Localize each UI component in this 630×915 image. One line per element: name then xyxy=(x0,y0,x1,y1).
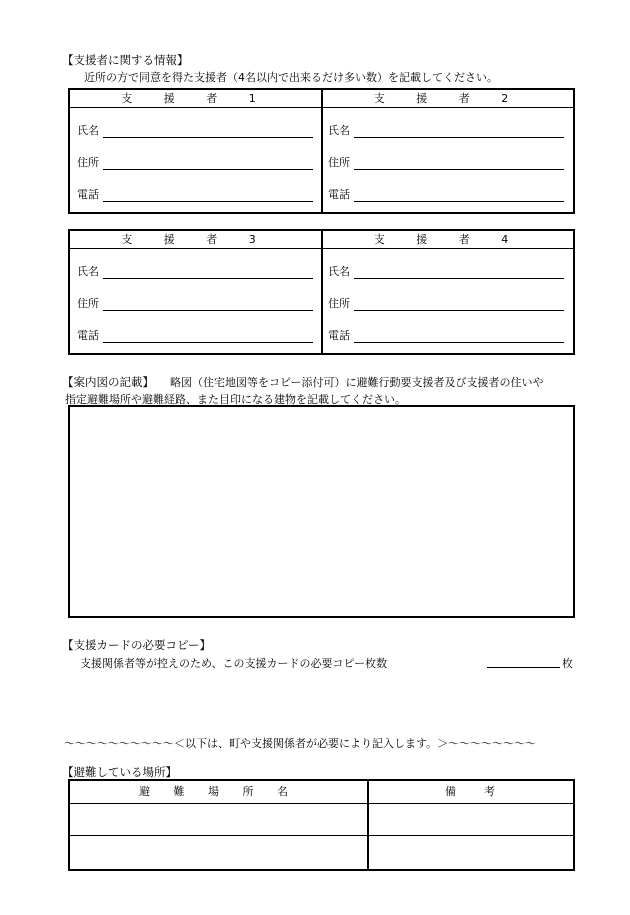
supporter-2-phone-field[interactable] xyxy=(328,188,564,204)
phone-label: 電話 xyxy=(77,329,99,342)
supporter-table-bottom xyxy=(68,229,575,355)
phone-label: 電話 xyxy=(328,188,350,201)
name-label: 氏名 xyxy=(77,265,99,278)
place-name-cell-1[interactable] xyxy=(70,804,367,835)
supporter-2-name-field[interactable] xyxy=(328,124,564,140)
copy-count-field[interactable] xyxy=(487,667,560,668)
supporter-instruction: 近所の方で同意を得た支援者（4名以内で出来るだけ多い数）を記載してください。 xyxy=(84,71,498,84)
notes-cell-1[interactable] xyxy=(369,804,573,835)
evacuation-section-heading: 【避難している場所】 xyxy=(62,765,177,779)
supporter-1-title: 支 援 者 1 xyxy=(121,92,270,105)
supporter-1-name-field[interactable] xyxy=(77,124,313,140)
column-divider xyxy=(321,231,323,353)
address-label: 住所 xyxy=(77,297,99,310)
name-label: 氏名 xyxy=(328,265,350,278)
supporter-3-address-field[interactable] xyxy=(77,297,313,313)
supporter-4-title: 支 援 者 4 xyxy=(373,233,523,246)
supporter-4-address-field[interactable] xyxy=(328,297,564,313)
name-label: 氏名 xyxy=(328,124,350,137)
supporter-2-address-field[interactable] xyxy=(328,156,564,172)
staff-only-divider: ～～～～～～～～～～＜以下は、町や支援関係者が必要により記入します。＞～～～～～～～～ xyxy=(64,737,537,750)
evacuation-table xyxy=(68,779,575,871)
address-label: 住所 xyxy=(77,156,99,169)
map-instruction-line1: 略図（住宅地図等をコピー添付可）に避難行動要支援者及び支援者の住いや xyxy=(170,376,544,389)
phone-label: 電話 xyxy=(77,188,99,201)
map-drawing-area[interactable] xyxy=(68,405,575,618)
map-section-heading: 【案内図の記載】 xyxy=(62,375,154,389)
phone-label: 電話 xyxy=(328,329,350,342)
supporter-2-title: 支 援 者 2 xyxy=(373,92,523,105)
copy-unit-label: 枚 xyxy=(562,657,573,670)
supporter-3-name-field[interactable] xyxy=(77,265,313,281)
supporter-3-title: 支 援 者 3 xyxy=(121,233,270,246)
notes-column-header: 備 考 xyxy=(445,785,497,798)
header-divider xyxy=(70,107,573,108)
header-divider xyxy=(70,248,573,249)
name-label: 氏名 xyxy=(77,124,99,137)
supporter-1-address-field[interactable] xyxy=(77,156,313,172)
copy-instruction: 支援関係者等が控えのため、この支援カードの必要コピー枚数 xyxy=(80,657,388,670)
map-instruction-line2: 指定避難場所や避難経路、また目印になる建物を記載してください。 xyxy=(65,393,406,406)
supporter-4-phone-field[interactable] xyxy=(328,329,564,345)
address-label: 住所 xyxy=(328,156,350,169)
supporter-3-phone-field[interactable] xyxy=(77,329,313,345)
supporter-table-top xyxy=(68,88,575,214)
supporter-1-phone-field[interactable] xyxy=(77,188,313,204)
column-divider xyxy=(321,90,323,212)
address-label: 住所 xyxy=(328,297,350,310)
place-name-column-header: 避 難 場 所 名 xyxy=(139,785,298,798)
supporter-4-name-field[interactable] xyxy=(328,265,564,281)
supporter-section-heading: 【支援者に関する情報】 xyxy=(62,53,189,67)
notes-cell-2[interactable] xyxy=(369,836,573,869)
copy-section-heading: 【支援カードの必要コピー】 xyxy=(62,638,212,652)
place-name-cell-2[interactable] xyxy=(70,836,367,869)
